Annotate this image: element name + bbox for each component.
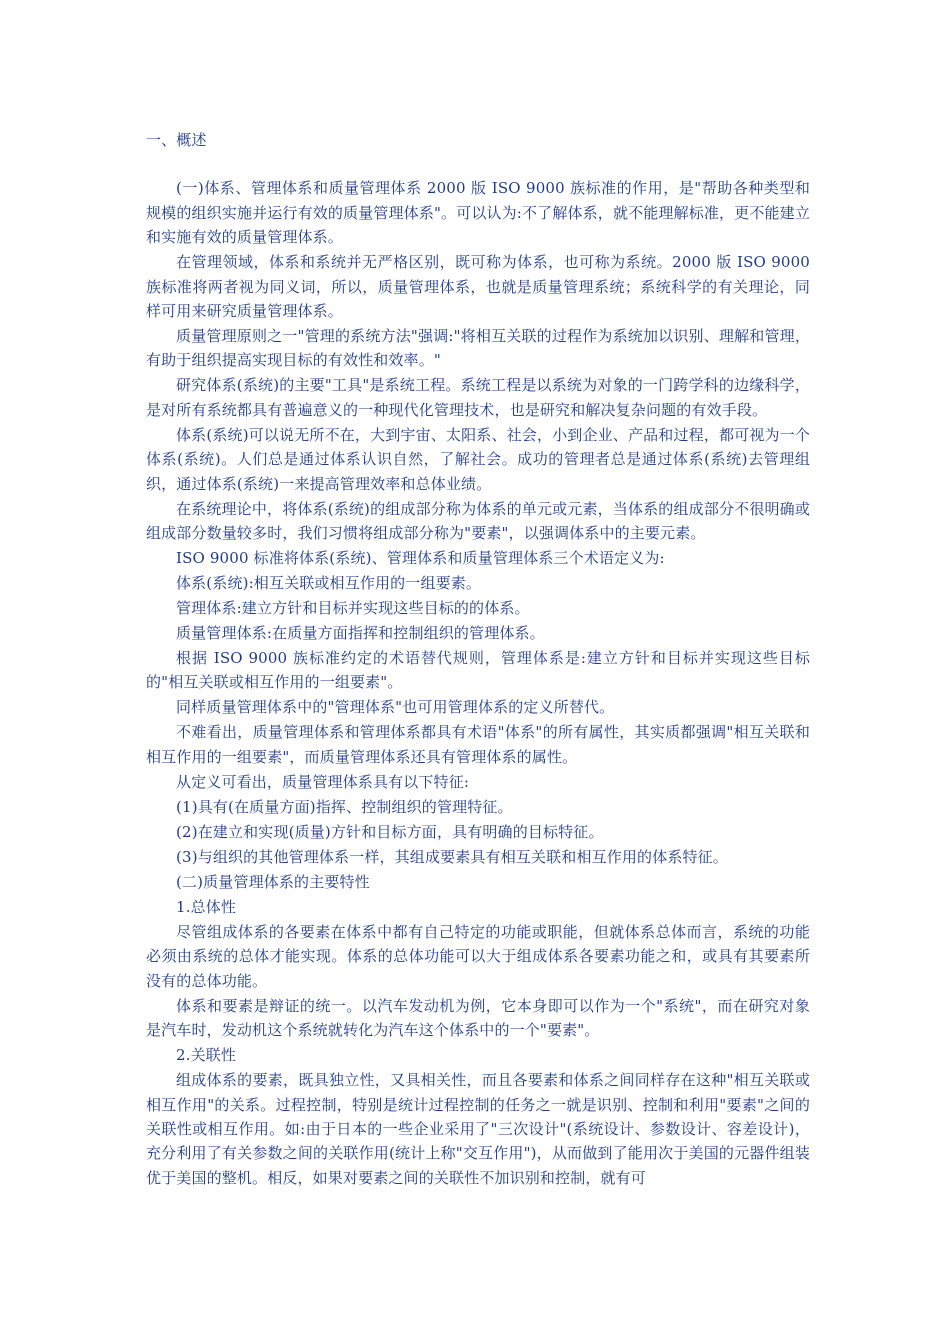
paragraph: 不难看出，质量管理体系和管理体系都具有术语"体系"的所有属性，其实质都强调"相互关联和相互作用的一组要素"，而质量管理体系还具有管理体系的属性。 — [146, 723, 810, 766]
paragraph: 从定义可看出，质量管理体系具有以下特征: — [176, 772, 470, 791]
paragraph: (二)质量管理体系的主要特性 — [176, 872, 370, 891]
paragraph: ISO 9000 标准将体系(系统)、管理体系和质量管理体系三个术语定义为: — [176, 549, 665, 568]
paragraph: 体系(系统):相互关联或相互作用的一组要素。 — [176, 574, 482, 593]
paragraph: (一)体系、管理体系和质量管理体系 2000 版 ISO 9000 族标准的作用，是"帮助各种类型和规模的组织实施并运行有效的质量管理体系"。可以认为:不了解体系，就不能理解标准，更不能建立和实施有效的质量管理体系。 — [146, 179, 810, 247]
paragraph: (2)在建立和实现(质量)方针和目标方面，具有明确的目标特征。 — [176, 822, 604, 841]
paragraph: 尽管组成体系的各要素在体系中都有自己特定的功能或职能，但就体系总体而言，系统的功能必须由系统的总体才能实现。体系的总体功能可以大于组成体系各要素功能之和，或具有其要素所没有的总体功能。 — [146, 922, 810, 990]
paragraph: 质量管理原则之一"管理的系统方法"强调:"将相互关联的过程作为系统加以识别、理解和管理，有助于组织提高实现目标的有效性和效率。" — [146, 327, 810, 370]
paragraph: 体系(系统)可以说无所不在，大到宇宙、太阳系、社会，小到企业、产品和过程，都可视为一个体系(系统)。人们总是通过体系认识自然，了解社会。成功的管理者总是通过体系(系统)去管理组织，通过体系(系统)一来提高管理效率和总体业绩。 — [146, 425, 810, 493]
body-text — [146, 176, 810, 1190]
document-page — [146, 128, 810, 1191]
paragraph: 根据 ISO 9000 族标准约定的术语替代规则，管理体系是:建立方针和目标并实现这些目标的"相互关联或相互作用的一组要素"。 — [146, 649, 810, 692]
paragraph: 体系和要素是辩证的统一。以汽车发动机为例，它本身即可以作为一个"系统"，而在研究对象是汽车时，发动机这个系统就转化为汽车这个体系中的一个"要素"。 — [146, 996, 810, 1040]
paragraph: 同样质量管理体系中的"管理体系"也可用管理体系的定义所替代。 — [176, 698, 615, 717]
paragraph: 2.关联性 — [176, 1046, 237, 1065]
paragraph: (3)与组织的其他管理体系一样，其组成要素具有相互关联和相互作用的体系特征。 — [176, 847, 728, 866]
paragraph: 研究体系(系统)的主要"工具"是系统工程。系统工程是以系统为对象的一门跨学科的边缘科学，是对所有系统都具有普遍意义的一种现代化管理技术，也是研究和解决复杂问题的有效手段。 — [146, 376, 810, 419]
paragraph: 质量管理体系:在质量方面指挥和控制组织的管理体系。 — [176, 624, 545, 643]
paragraph: 在系统理论中，将体系(系统)的组成部分称为体系的单元或元素，当体系的组成部分不很明确或组成部分数量较多时，我们习惯将组成部分称为"要素"，以强调体系中的主要元素。 — [146, 499, 810, 543]
paragraph: 组成体系的要素，既具独立性，又具相关性，而且各要素和体系之间同样存在这种"相互关联或相互作用"的关系。过程控制，特别是统计过程控制的任务之一就是识别、控制和利用"要素"之间的关联性或相互作用。如:由于日本的一些企业采用了"三次设计"(系统设计、参数设计、容差设计)，充分利用了有关参数之间的关联作用(统计上称"交互作用")，从而做到了能用次于美国的元器件组装优于美国的整机。相反，如果对要素之间的关联性不加识别和控制，就有可 — [146, 1071, 810, 1187]
paragraph: (1)具有(在质量方面)指挥、控制组织的管理特征。 — [176, 797, 513, 816]
paragraph: 在管理领域，体系和系统并无严格区别，既可称为体系，也可称为系统。2000 版 ISO 9000 族标准将两者视为同义词，所以，质量管理体系，也就是质量管理系统；系统科学的有关理论，同样可用来研究质量管理体系。 — [146, 253, 810, 321]
paragraph: 管理体系:建立方针和目标并实现这些目标的的体系。 — [176, 599, 530, 618]
section-heading: 一、概述 — [146, 131, 207, 149]
paragraph: 1.总体性 — [176, 897, 237, 916]
